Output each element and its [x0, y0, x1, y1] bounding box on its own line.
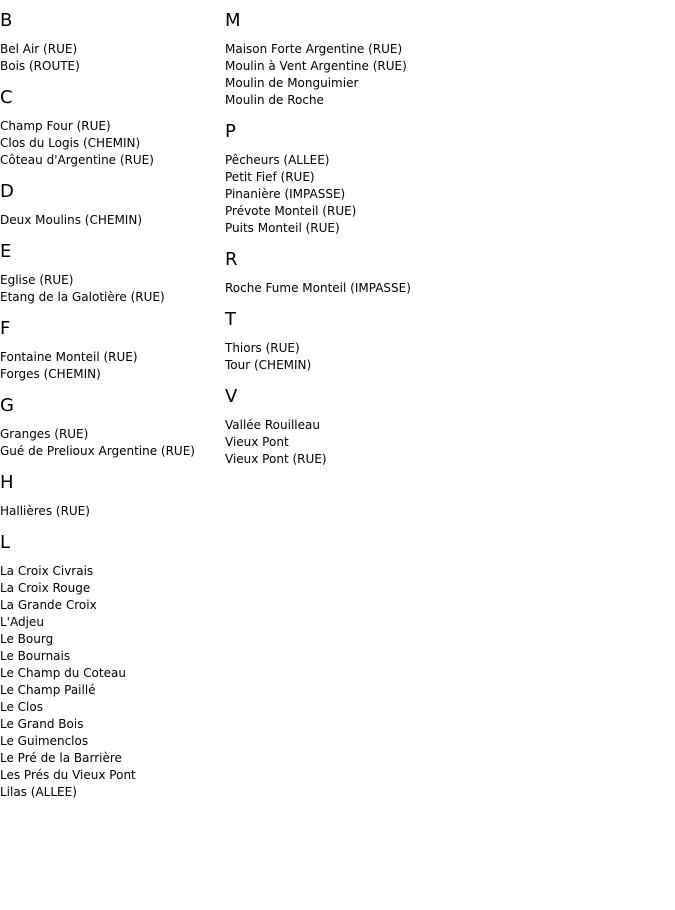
street-link[interactable]: Pêcheurs (ALLEE): [225, 153, 330, 167]
street-link[interactable]: Lilas (ALLEE): [0, 785, 77, 799]
street-link[interactable]: Thiors (RUE): [225, 341, 300, 355]
street-link[interactable]: Vieux Pont (RUE): [225, 452, 327, 466]
section-letter-heading: R: [225, 249, 238, 270]
street-link[interactable]: L'Adjeu: [0, 615, 44, 629]
section-letter-heading: P: [225, 121, 236, 142]
section-letter-heading: G: [0, 395, 14, 416]
street-link[interactable]: Petit Fief (RUE): [225, 170, 315, 184]
letter-section: [225, 121, 665, 237]
section-letter-heading: M: [225, 10, 241, 31]
street-link[interactable]: La Grande Croix: [0, 598, 97, 612]
street-link[interactable]: Fontaine Monteil (RUE): [0, 350, 138, 364]
street-link[interactable]: Forges (CHEMIN): [0, 367, 101, 381]
street-link[interactable]: Bel Air (RUE): [0, 42, 78, 56]
letter-section: [0, 181, 220, 229]
letter-section: [225, 386, 665, 468]
street-link[interactable]: Le Bournais: [0, 649, 71, 663]
letter-section: [0, 532, 220, 801]
street-link[interactable]: Moulin de Roche: [225, 93, 324, 107]
section-letter-heading: B: [0, 10, 13, 31]
street-link[interactable]: Prévote Monteil (RUE): [225, 204, 357, 218]
street-link[interactable]: Gué de Prelioux Argentine (RUE): [0, 444, 195, 458]
street-link[interactable]: Moulin à Vent Argentine (RUE): [225, 59, 407, 73]
street-link[interactable]: Clos du Logis (CHEMIN): [0, 136, 141, 150]
street-link[interactable]: Moulin de Monguimier: [225, 76, 359, 90]
street-link[interactable]: La Croix Rouge: [0, 581, 91, 595]
street-link[interactable]: Pinanière (IMPASSE): [225, 187, 346, 201]
letter-section: [0, 87, 220, 169]
section-letter-heading: C: [0, 87, 13, 108]
street-index-left-column: [0, 10, 220, 813]
street-link[interactable]: Le Champ du Coteau: [0, 666, 126, 680]
letter-section: [0, 472, 220, 520]
street-link[interactable]: Les Prés du Vieux Pont: [0, 768, 136, 782]
street-link[interactable]: Roche Fume Monteil (IMPASSE): [225, 281, 411, 295]
street-link[interactable]: Le Bourg: [0, 632, 54, 646]
letter-section: [225, 249, 665, 297]
street-link[interactable]: Le Champ Paillé: [0, 683, 96, 697]
street-link[interactable]: Le Clos: [0, 700, 43, 714]
section-letter-heading: L: [0, 532, 11, 553]
section-letter-heading: H: [0, 472, 14, 493]
street-link[interactable]: Côteau d'Argentine (RUE): [0, 153, 154, 167]
section-letter-heading: F: [0, 318, 11, 339]
street-link[interactable]: Hallières (RUE): [0, 504, 90, 518]
street-link[interactable]: Vieux Pont: [225, 435, 289, 449]
street-link[interactable]: Le Guimenclos: [0, 734, 89, 748]
letter-section: [0, 395, 220, 460]
letter-section: [0, 10, 220, 75]
section-letter-heading: V: [225, 386, 238, 407]
street-link[interactable]: Champ Four (RUE): [0, 119, 111, 133]
letter-section: [225, 309, 665, 374]
street-link[interactable]: Eglise (RUE): [0, 273, 74, 287]
street-link[interactable]: Le Grand Bois: [0, 717, 84, 731]
letter-section: [0, 241, 220, 306]
letter-section: [0, 318, 220, 383]
street-link[interactable]: Le Pré de la Barrière: [0, 751, 122, 765]
street-index-right-column: [225, 10, 665, 480]
street-link[interactable]: Maison Forte Argentine (RUE): [225, 42, 403, 56]
section-letter-heading: E: [0, 241, 12, 262]
section-letter-heading: D: [0, 181, 14, 202]
street-link[interactable]: Granges (RUE): [0, 427, 89, 441]
street-link[interactable]: Bois (ROUTE): [0, 59, 80, 73]
street-link[interactable]: La Croix Civrais: [0, 564, 94, 578]
letter-section: [225, 10, 665, 109]
street-link[interactable]: Puits Monteil (RUE): [225, 221, 340, 235]
street-link[interactable]: Tour (CHEMIN): [225, 358, 312, 372]
street-link[interactable]: Vallée Rouilleau: [225, 418, 320, 432]
section-letter-heading: T: [225, 309, 236, 330]
street-link[interactable]: Etang de la Galotière (RUE): [0, 290, 165, 304]
street-link[interactable]: Deux Moulins (CHEMIN): [0, 213, 143, 227]
